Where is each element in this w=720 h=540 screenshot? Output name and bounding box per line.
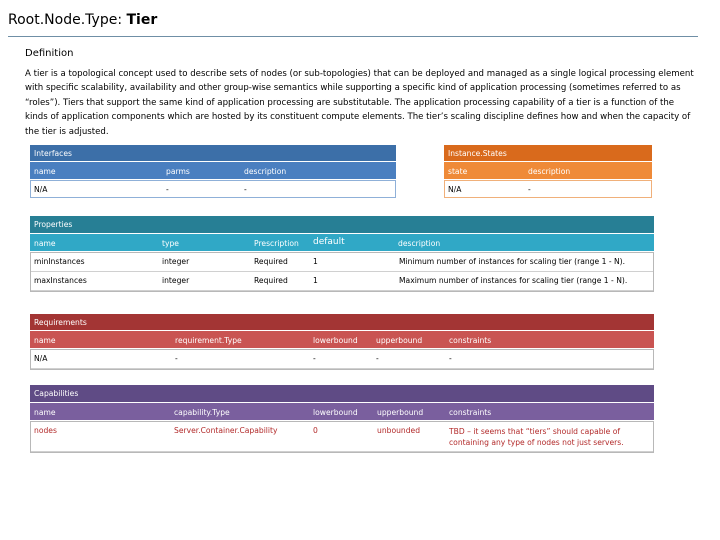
- requirements-title-row: [30, 314, 654, 331]
- interfaces-table: [30, 145, 396, 198]
- requirements-header-row: [30, 331, 654, 349]
- properties-title: Properties: [34, 220, 73, 229]
- properties-title-row: [30, 216, 654, 234]
- cell: integer: [162, 257, 190, 266]
- cell: 1: [313, 257, 318, 266]
- requirements-header-upperbound: upperbound: [376, 336, 423, 345]
- instance-states-header-row: [444, 162, 652, 180]
- cell: Maximum number of instances for scaling tier (range 1 - N).: [399, 276, 628, 285]
- instance-states-data: [444, 180, 652, 198]
- properties-header-description: description: [398, 239, 441, 248]
- instance-states-title: Instance.States: [448, 149, 507, 158]
- instance-states-header-state: state: [448, 167, 468, 176]
- page-title: Root.Node.Type: Tier: [8, 12, 158, 28]
- cell: N/A: [448, 185, 462, 194]
- interfaces-title-row: [30, 145, 396, 162]
- capabilities-header-upperbound: upperbound: [377, 408, 424, 417]
- cell: nodes: [34, 426, 57, 435]
- cell: N/A: [34, 354, 48, 363]
- instance-states-header-description: description: [528, 167, 571, 176]
- cell: integer: [162, 276, 190, 285]
- cell: -: [449, 354, 452, 363]
- capabilities-header-row: [30, 403, 654, 421]
- capabilities-header-type: capability.Type: [174, 408, 230, 417]
- cell: -: [376, 354, 379, 363]
- properties-header-row: [30, 234, 654, 252]
- capabilities-table: [30, 385, 654, 453]
- instance-states-table: [444, 145, 652, 198]
- table-row: [31, 272, 653, 291]
- interfaces-header-parms: parms: [166, 167, 190, 176]
- cell: Required: [254, 257, 288, 266]
- requirements-table: [30, 314, 654, 370]
- cell: 0: [313, 426, 318, 435]
- table-row: [31, 350, 653, 369]
- properties-header-default: default: [313, 237, 345, 247]
- cell: -: [175, 354, 178, 363]
- interfaces-header-row: [30, 162, 396, 180]
- table-row: [31, 253, 653, 272]
- definition-heading: Definition: [25, 48, 74, 59]
- instance-states-title-row: [444, 145, 652, 162]
- table-row: [444, 180, 652, 198]
- cell: minInstances: [34, 257, 85, 266]
- cell: -: [313, 354, 316, 363]
- capabilities-data: [30, 421, 654, 453]
- capabilities-header-name: name: [34, 408, 56, 417]
- properties-header-prescription: Prescription: [254, 239, 299, 248]
- interfaces-data: [30, 180, 396, 198]
- cell: -: [528, 185, 531, 194]
- cell: -: [244, 185, 247, 194]
- interfaces-header-name: name: [34, 167, 56, 176]
- definition-text: A tier is a topological concept used to describe sets of nodes (or sub-topologies) that can be deployed and managed as a single logical processing element with specific scalability, availability and other group-wise semantics while supporting a specific kind of application processing (sometimes referred to as “roles”). Tiers that support the same kind of application processing are substitutable. The application processing capability of a tier is a function of the kinds of application components which are hosted by its constituent compute elements. The tier’s scaling discipline defines how and when the capacity of the tier is adjusted.: [25, 69, 694, 137]
- properties-header-name: name: [34, 239, 56, 248]
- cell: maxInstances: [34, 276, 87, 285]
- capabilities-title-row: [30, 385, 654, 403]
- requirements-header-constraints: constraints: [449, 336, 492, 345]
- requirements-header-type: requirement.Type: [175, 336, 242, 345]
- requirements-header-lowerbound: lowerbound: [313, 336, 358, 345]
- title-divider: [8, 36, 698, 37]
- table-row: [31, 422, 653, 452]
- requirements-title: Requirements: [34, 318, 87, 327]
- table-row: [30, 180, 396, 198]
- cell: Required: [254, 276, 288, 285]
- requirements-header-name: name: [34, 336, 56, 345]
- cell: Server.Container.Capability: [174, 426, 278, 435]
- capabilities-header-constraints: constraints: [449, 408, 492, 417]
- properties-table: [30, 216, 654, 292]
- capabilities-title: Capabilities: [34, 389, 79, 398]
- interfaces-title: Interfaces: [34, 149, 72, 158]
- cell: Minimum number of instances for scaling tier (range 1 - N).: [399, 257, 626, 266]
- requirements-data: [30, 349, 654, 370]
- capabilities-header-lowerbound: lowerbound: [313, 408, 358, 417]
- cell: unbounded: [377, 426, 421, 435]
- properties-header-type: type: [162, 239, 179, 248]
- properties-data: [30, 252, 654, 292]
- cell: N/A: [34, 185, 48, 194]
- cell: TBD – it seems that “tiers” should capable of containing any type of nodes not just servers.: [449, 427, 624, 447]
- cell: 1: [313, 276, 318, 285]
- interfaces-header-description: description: [244, 167, 287, 176]
- cell: -: [166, 185, 169, 194]
